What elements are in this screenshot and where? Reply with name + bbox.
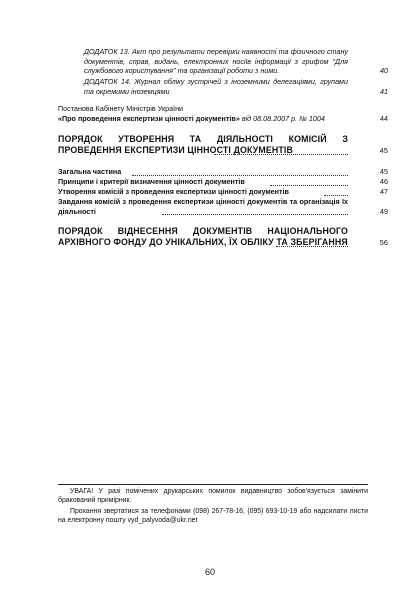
toc-entry-appendix-14[interactable] bbox=[84, 77, 388, 96]
toc-entry-tasks[interactable] bbox=[58, 197, 388, 216]
toc-entry-text: Принципи і критерії визначення цінності документів bbox=[58, 177, 245, 186]
dot-leader bbox=[214, 154, 348, 155]
dot-leader bbox=[132, 175, 348, 176]
toc-page-number: 47 bbox=[380, 187, 388, 196]
resolution-title: «Про проведення експертизи цінності документів» bbox=[58, 114, 240, 123]
toc-entry-text: Утворення комісій з проведення експертизи цінності документів bbox=[58, 187, 289, 196]
toc-section-heading-unique-documents[interactable] bbox=[58, 226, 388, 248]
toc-entry-principles[interactable] bbox=[58, 177, 388, 187]
toc-page-number: 41 bbox=[380, 86, 388, 96]
footer-warning: УВАГА! У разі помічених друкарських помилок видавництво зобов'язується замінити бракований примірник. bbox=[58, 488, 368, 504]
toc-entry-text: ПОРЯДОК ВІДНЕСЕННЯ ДОКУМЕНТІВ НАЦІОНАЛЬНОГО АРХІВНОГО ФОНДУ ДО УНІКАЛЬНИХ, ЇХ ОБЛІКУ ТА ЗБЕРІГАННЯ bbox=[58, 226, 348, 247]
toc-entry-general[interactable] bbox=[58, 167, 388, 177]
resolution-issuer: Постанова Кабінету Міністрів України bbox=[58, 104, 184, 113]
toc-page-number: 44 bbox=[380, 114, 388, 123]
toc-entry-appendix-13[interactable] bbox=[84, 47, 388, 76]
toc-entry-text: Завдання комісій з проведення експертизи цінності документів та організація їх діяльності bbox=[58, 197, 348, 216]
dot-leader bbox=[270, 185, 348, 186]
toc-entry-text: Загальна частина bbox=[58, 167, 122, 176]
toc-entry-text: ПОРЯДОК УТВОРЕННЯ ТА ДІЯЛЬНОСТІ КОМІСІЙ З ПРОВЕДЕННЯ ЕКСПЕРТИЗИ ЦІННОСТІ ДОКУМЕНТІВ bbox=[58, 134, 348, 155]
toc-entry-resolution[interactable] bbox=[58, 114, 388, 124]
toc-entry-creation[interactable] bbox=[58, 187, 388, 197]
page-number: 60 bbox=[204, 567, 215, 577]
toc-entry-text: ДОДАТОК 14. Журнал обліку зустрічей з іноземними делегаціями, групами та окремими іноземцями bbox=[84, 77, 348, 96]
toc-section-heading-commissions[interactable] bbox=[58, 134, 388, 156]
footer-contact: Прохання звертатися за телефонами (098) 267-78-16, (095) 693-10-19 або надсилати листи на електронну пошту vyd_palyvoda@ukr.net bbox=[58, 508, 368, 524]
toc-page-number: 45 bbox=[380, 167, 388, 176]
dot-leader bbox=[276, 246, 348, 247]
toc-page-number: 40 bbox=[380, 66, 388, 76]
dot-leader bbox=[162, 214, 348, 215]
footer-divider bbox=[58, 484, 368, 485]
toc-page-number: 46 bbox=[380, 177, 388, 186]
resolution-date: від 08.08.2007 р. № 1004 bbox=[241, 114, 325, 123]
dot-leader bbox=[324, 195, 348, 196]
toc-page-number: 49 bbox=[380, 206, 388, 216]
toc-page-number: 56 bbox=[379, 238, 388, 247]
toc-page-number: 45 bbox=[379, 146, 388, 155]
toc-entry-text: ДОДАТОК 13. Акт про результати перевірки наявності та фізичного стану документів, справ, видань, електронних носіїв інформації з грифом "Для службового користування" та організації роботи з ними. bbox=[84, 47, 348, 76]
